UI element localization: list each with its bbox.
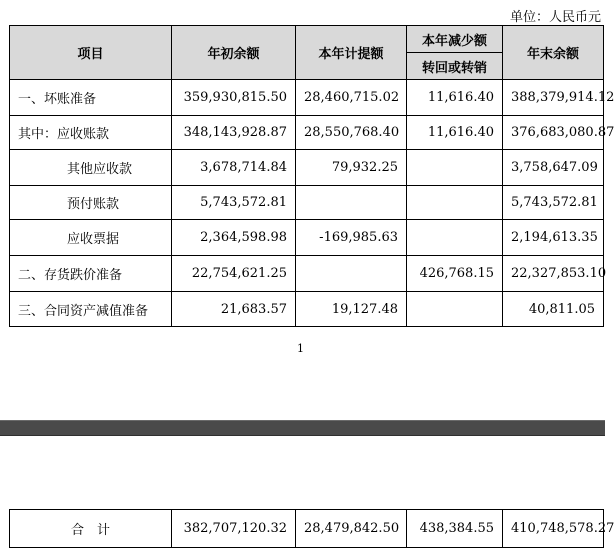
header-decrease: 本年减少额 (407, 26, 503, 53)
closing-cell: 5,743,572.81 (503, 186, 604, 220)
closing-cell: 2,194,613.35 (503, 220, 604, 256)
provision-cell: 19,127.48 (296, 292, 407, 327)
closing-cell: 376,683,080.87 (503, 116, 604, 150)
total-table (9, 509, 614, 548)
provision-cell: 79,932.25 (296, 150, 407, 186)
opening-cell: 21,683.57 (172, 292, 296, 327)
page-number: 1 (297, 342, 304, 355)
total-opening-cell: 382,707,120.32 (172, 510, 296, 548)
reversal-cell (407, 150, 503, 186)
reversal-cell (407, 220, 503, 256)
reversal-cell (407, 186, 503, 220)
closing-cell: 388,379,914.12 (503, 80, 604, 116)
row-label: 二、存货跌价准备 (10, 256, 172, 292)
reversal-cell (407, 292, 503, 327)
closing-cell: 40,811.05 (503, 292, 604, 327)
header-reversal: 转回或转销 (407, 53, 503, 80)
table-row (10, 256, 604, 292)
closing-cell: 22,327,853.10 (503, 256, 604, 292)
row-label: 应收票据 (10, 220, 172, 256)
provision-cell: -169,985.63 (296, 220, 407, 256)
opening-cell: 2,364,598.98 (172, 220, 296, 256)
reversal-cell: 11,616.40 (407, 80, 503, 116)
provision-cell (296, 186, 407, 220)
total-closing-cell: 410,748,578.27 (503, 510, 604, 548)
reversal-cell: 11,616.40 (407, 116, 503, 150)
total-label: 合 计 (10, 510, 172, 548)
closing-cell: 3,758,647.09 (503, 150, 604, 186)
total-reversal-cell: 438,384.55 (407, 510, 503, 548)
opening-cell: 5,743,572.81 (172, 186, 296, 220)
header-provision: 本年计提额 (296, 26, 407, 80)
provision-cell: 28,550,768.40 (296, 116, 407, 150)
table-row (10, 292, 604, 327)
provision-cell: 28,460,715.02 (296, 80, 407, 116)
opening-cell: 3,678,714.84 (172, 150, 296, 186)
opening-cell: 348,143,928.87 (172, 116, 296, 150)
total-row (10, 510, 604, 548)
header-opening: 年初余额 (172, 26, 296, 80)
table-row (10, 150, 604, 186)
opening-cell: 22,754,621.25 (172, 256, 296, 292)
opening-cell: 359,930,815.50 (172, 80, 296, 116)
header-closing: 年末余额 (503, 26, 604, 80)
table-row (10, 220, 604, 256)
row-label: 一、坏账准备 (10, 80, 172, 116)
provision-table (9, 25, 614, 327)
row-label: 三、合同资产减值准备 (10, 292, 172, 327)
row-label: 其他应收款 (10, 150, 172, 186)
reversal-cell: 426,768.15 (407, 256, 503, 292)
total-provision-cell: 28,479,842.50 (296, 510, 407, 548)
unit-label: 单位：人民币元 (509, 10, 601, 25)
page-break-divider (0, 420, 605, 436)
provision-cell (296, 256, 407, 292)
header-item: 项目 (10, 26, 172, 80)
table-row (10, 186, 604, 220)
table-row (10, 116, 604, 150)
table-row (10, 80, 604, 116)
row-label: 其中：应收账款 (10, 116, 172, 150)
row-label: 预付账款 (10, 186, 172, 220)
